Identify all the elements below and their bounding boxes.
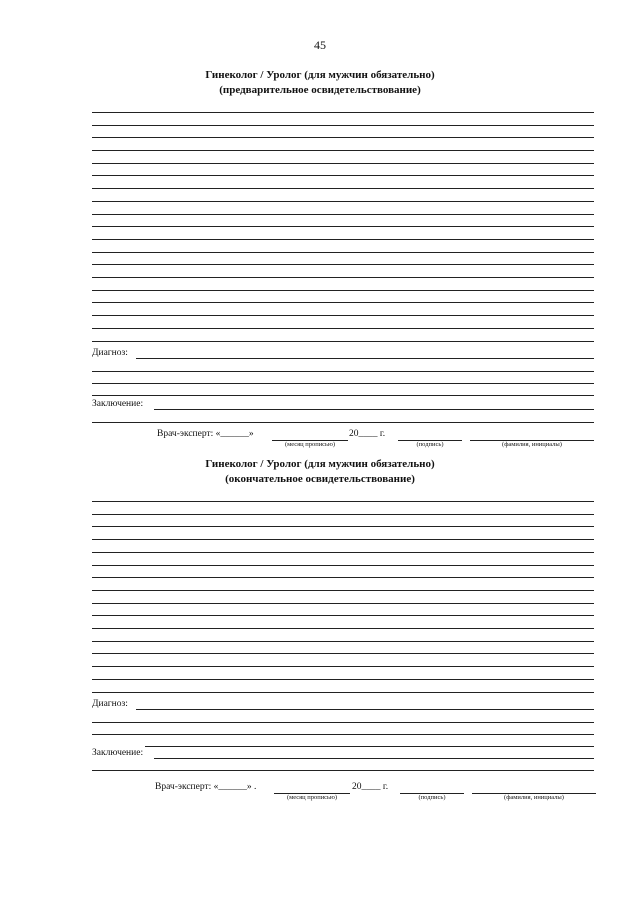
section-1-title (0, 68, 640, 98)
section-2-signature-row (0, 782, 640, 810)
section-2-caption-name: (фамилия, инициалы) (504, 794, 564, 801)
writing-line[interactable] (92, 371, 594, 372)
writing-line[interactable] (92, 501, 594, 502)
section-2-conclusion-underline (154, 758, 594, 759)
writing-line[interactable] (92, 175, 594, 176)
page-number: 45 (314, 38, 326, 52)
writing-line[interactable] (92, 590, 594, 591)
writing-line[interactable] (92, 770, 594, 771)
writing-line[interactable] (92, 239, 594, 240)
writing-line[interactable] (92, 395, 594, 396)
section-2-diagnosis-underline (136, 709, 594, 710)
writing-line[interactable] (92, 628, 594, 629)
writing-line[interactable] (92, 666, 594, 667)
writing-line[interactable] (92, 615, 594, 616)
section-1-expert-label: Врач-эксперт: «______» (157, 429, 254, 439)
writing-line[interactable] (92, 692, 594, 693)
section-1-caption-signature: (подпись) (416, 441, 444, 448)
section-1-conclusion-field[interactable] (92, 397, 594, 411)
section-2-caption-month: (месяц прописью) (286, 794, 338, 801)
writing-line[interactable] (92, 722, 594, 723)
writing-line[interactable] (92, 422, 594, 423)
writing-line[interactable] (92, 641, 594, 642)
writing-line[interactable] (92, 201, 594, 202)
section-2-conclusion-field[interactable] (92, 746, 594, 760)
section-1-caption-month: (месяц прописью) (284, 441, 336, 448)
writing-line[interactable] (92, 526, 594, 527)
section-1-signature-row (0, 429, 640, 457)
writing-line[interactable] (92, 341, 594, 342)
section-2-title-line2: (окончательное освидетельствование) (225, 473, 415, 485)
writing-line[interactable] (92, 277, 594, 278)
section-2-year: 20____ г. (352, 782, 389, 792)
section-2-caption-signature: (подпись) (418, 794, 446, 801)
writing-line[interactable] (92, 290, 594, 291)
section-1-diagnosis-label: Диагноз: (92, 348, 128, 358)
writing-line[interactable] (92, 226, 594, 227)
writing-line[interactable] (92, 653, 594, 654)
writing-line[interactable] (92, 603, 594, 604)
writing-line[interactable] (92, 252, 594, 253)
writing-line[interactable] (92, 112, 594, 113)
section-2-conclusion-label: Заключение: (92, 748, 144, 758)
section-1-title-line2: (предварительное освидетельствование) (219, 84, 421, 96)
writing-line[interactable] (92, 150, 594, 151)
writing-line[interactable] (92, 514, 594, 515)
writing-line[interactable] (92, 734, 594, 735)
writing-line[interactable] (92, 565, 594, 566)
writing-line[interactable] (92, 137, 594, 138)
writing-line[interactable] (92, 328, 594, 329)
section-2-diagnosis-label: Диагноз: (92, 699, 128, 709)
section-2-diagnosis-field[interactable] (92, 697, 594, 711)
section-1-title-line1: Гинеколог / Уролог (для мужчин обязательно) (205, 69, 435, 81)
section-1-diagnosis-field[interactable] (92, 346, 594, 360)
section-1-diagnosis-underline (136, 358, 594, 359)
section-1-year: 20____ г. (349, 429, 386, 439)
writing-line[interactable] (92, 125, 594, 126)
writing-line[interactable] (92, 214, 594, 215)
writing-line[interactable] (92, 163, 594, 164)
section-1-conclusion-underline (154, 409, 594, 410)
writing-line[interactable] (92, 679, 594, 680)
section-2-title-line1: Гинеколог / Уролог (для мужчин обязательно) (205, 458, 435, 470)
writing-line[interactable] (92, 539, 594, 540)
section-1-caption-name: (фамилия, инициалы) (502, 441, 562, 448)
writing-line[interactable] (92, 315, 594, 316)
writing-line[interactable] (92, 383, 594, 384)
writing-line[interactable] (92, 188, 594, 189)
section-2-title (0, 457, 640, 487)
writing-line[interactable] (92, 552, 594, 553)
writing-line[interactable] (92, 302, 594, 303)
section-2-expert-label: Врач-эксперт: «______» . (155, 782, 257, 792)
section-1-conclusion-label: Заключение: (92, 399, 144, 409)
writing-line[interactable] (92, 264, 594, 265)
writing-line[interactable] (92, 577, 594, 578)
